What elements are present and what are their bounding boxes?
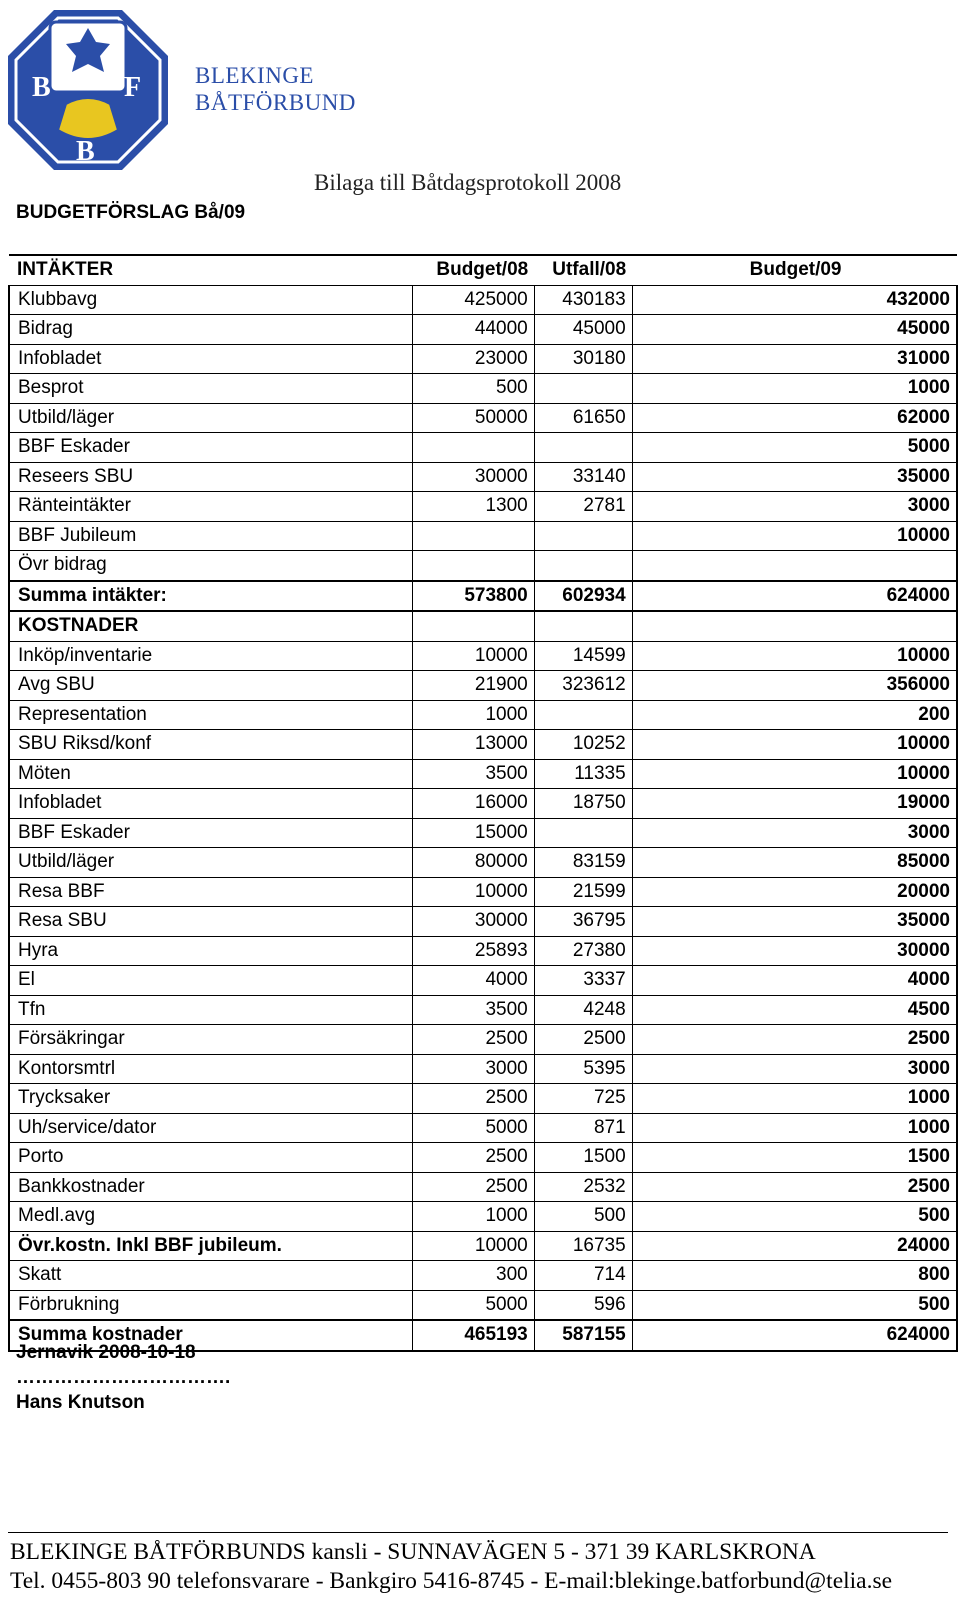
table-row: [9, 433, 957, 463]
cell-b09: 35000: [632, 907, 957, 937]
cell-b08: 2500: [412, 1143, 534, 1173]
cell-b09: [632, 611, 957, 641]
cell-label: KOSTNADER: [9, 611, 412, 641]
cell-label: Summa kostnader: [9, 1320, 412, 1351]
cell-b08: 10000: [412, 877, 534, 907]
cell-b09: 24000: [632, 1231, 957, 1261]
column-header-utfall-08: Utfall/08: [534, 255, 632, 285]
cell-b08: 2500: [412, 1172, 534, 1202]
table-row: [9, 492, 957, 522]
table-row: [9, 403, 957, 433]
cell-u08: [534, 700, 632, 730]
cell-u08: 602934: [534, 581, 632, 612]
cell-label: Resa BBF: [9, 877, 412, 907]
org-name-line1: BLEKINGE: [195, 63, 314, 88]
cell-b09: 31000: [632, 344, 957, 374]
table-row: [9, 818, 957, 848]
cell-label: Utbild/läger: [9, 403, 412, 433]
cell-b09: 4500: [632, 995, 957, 1025]
table-row: [9, 966, 957, 996]
cell-b09: 3000: [632, 1054, 957, 1084]
cell-b09: 432000: [632, 285, 957, 315]
table-row: [9, 344, 957, 374]
cell-b09: 2500: [632, 1025, 957, 1055]
cell-u08: 2781: [534, 492, 632, 522]
table-row: [9, 462, 957, 492]
cell-label: Uh/service/dator: [9, 1113, 412, 1143]
cell-u08: 83159: [534, 848, 632, 878]
table-row: [9, 285, 957, 315]
cell-b08: 3500: [412, 759, 534, 789]
table-row: [9, 759, 957, 789]
column-header-intakter: INTÄKTER: [9, 255, 412, 285]
cell-b09: 4000: [632, 966, 957, 996]
cell-label: Bankkostnader: [9, 1172, 412, 1202]
table-row: [9, 1202, 957, 1232]
cell-u08: 2500: [534, 1025, 632, 1055]
logo-letter-f-right: F: [124, 72, 142, 103]
cell-u08: 5395: [534, 1054, 632, 1084]
table-row: [9, 1172, 957, 1202]
table-row: [9, 1143, 957, 1173]
table-row: [9, 1290, 957, 1320]
cell-label: Infobladet: [9, 344, 412, 374]
footer-address: BLEKINGE BÅTFÖRBUNDS kansli - SUNNAVÄGEN 5 - 371 39 KARLSKRONA: [10, 1539, 816, 1565]
table-row: [9, 315, 957, 345]
cell-u08: 500: [534, 1202, 632, 1232]
cell-u08: 14599: [534, 641, 632, 671]
cell-u08: 430183: [534, 285, 632, 315]
cell-b09: 500: [632, 1202, 957, 1232]
org-name: [195, 62, 356, 116]
table-row: [9, 1113, 957, 1143]
cell-b08: 44000: [412, 315, 534, 345]
cell-u08: [534, 818, 632, 848]
cell-b09: 1500: [632, 1143, 957, 1173]
cell-b08: [412, 611, 534, 641]
table-row: [9, 1231, 957, 1261]
cell-u08: 871: [534, 1113, 632, 1143]
table-row: [9, 1084, 957, 1114]
cell-b08: 4000: [412, 966, 534, 996]
cell-u08: 725: [534, 1084, 632, 1114]
cell-b09: 5000: [632, 433, 957, 463]
table-row: [9, 877, 957, 907]
cell-label: Bidrag: [9, 315, 412, 345]
cell-label: Kontorsmtrl: [9, 1054, 412, 1084]
signature-place-date: Jernavik 2008-10-18: [16, 1342, 196, 1363]
footer: [10, 1538, 892, 1596]
cell-u08: 2532: [534, 1172, 632, 1202]
cell-b08: 2500: [412, 1025, 534, 1055]
cell-label: Övr.kostn. Inkl BBF jubileum.: [9, 1231, 412, 1261]
cell-label: Klubbavg: [9, 285, 412, 315]
cell-u08: 4248: [534, 995, 632, 1025]
cell-u08: 30180: [534, 344, 632, 374]
budget-table: [8, 254, 958, 1352]
document-subtitle: Bilaga till Båtdagsprotokoll 2008: [314, 170, 622, 195]
footer-divider: [8, 1532, 948, 1533]
table-row: [9, 1025, 957, 1055]
cell-label: Reseers SBU: [9, 462, 412, 492]
cell-b09: 85000: [632, 848, 957, 878]
cell-u08: [534, 374, 632, 404]
footer-contact: Tel. 0455-803 90 telefonsvarare - Bankgiro 5416-8745 - E-mail:blekinge.batforbund@telia.se: [10, 1568, 893, 1594]
table-header-row: [9, 255, 957, 285]
cell-b09: 10000: [632, 641, 957, 671]
cell-b08: 30000: [412, 462, 534, 492]
cell-u08: [534, 433, 632, 463]
cell-b09: 10000: [632, 730, 957, 760]
cell-label: Förbrukning: [9, 1290, 412, 1320]
cell-b08: 300: [412, 1261, 534, 1291]
cell-label: Möten: [9, 759, 412, 789]
cell-b08: 25893: [412, 936, 534, 966]
cell-b08: 5000: [412, 1290, 534, 1320]
cell-u08: 1500: [534, 1143, 632, 1173]
cell-b09: 1000: [632, 1084, 957, 1114]
cell-label: Avg SBU: [9, 671, 412, 701]
cell-b08: 3500: [412, 995, 534, 1025]
cell-b08: 21900: [412, 671, 534, 701]
cell-b08: [412, 521, 534, 551]
cell-b08: 50000: [412, 403, 534, 433]
cell-b09: 3000: [632, 492, 957, 522]
cell-b09: [632, 551, 957, 581]
org-name-line2: BÅTFÖRBUND: [195, 90, 356, 115]
cell-b08: 465193: [412, 1320, 534, 1351]
cell-label: Skatt: [9, 1261, 412, 1291]
cell-label: BBF Eskader: [9, 818, 412, 848]
cell-b08: 10000: [412, 641, 534, 671]
table-row: [9, 581, 957, 612]
cell-label: Tfn: [9, 995, 412, 1025]
cell-u08: 596: [534, 1290, 632, 1320]
cell-label: Resa SBU: [9, 907, 412, 937]
table-row: [9, 1261, 957, 1291]
cell-b08: 10000: [412, 1231, 534, 1261]
cell-b09: 200: [632, 700, 957, 730]
cell-b08: [412, 551, 534, 581]
cell-u08: 323612: [534, 671, 632, 701]
cell-label: Summa intäkter:: [9, 581, 412, 612]
cell-b08: 425000: [412, 285, 534, 315]
cell-u08: 714: [534, 1261, 632, 1291]
column-header-budget-08: Budget/08: [412, 255, 534, 285]
cell-b08: 3000: [412, 1054, 534, 1084]
cell-label: Besprot: [9, 374, 412, 404]
cell-u08: 16735: [534, 1231, 632, 1261]
cell-b08: 500: [412, 374, 534, 404]
cell-u08: 33140: [534, 462, 632, 492]
cell-b09: 1000: [632, 1113, 957, 1143]
cell-u08: 587155: [534, 1320, 632, 1351]
cell-label: Representation: [9, 700, 412, 730]
cell-b09: 62000: [632, 403, 957, 433]
signature-block: [16, 1340, 230, 1415]
table-row: [9, 789, 957, 819]
cell-label: Inköp/inventarie: [9, 641, 412, 671]
logo-letter-b-bottom: B: [76, 136, 95, 167]
cell-b09: 19000: [632, 789, 957, 819]
cell-b09: 10000: [632, 521, 957, 551]
cell-label: Infobladet: [9, 789, 412, 819]
cell-label: BBF Jubileum: [9, 521, 412, 551]
table-row: [9, 551, 957, 581]
cell-u08: [534, 521, 632, 551]
cell-label: Utbild/läger: [9, 848, 412, 878]
cell-u08: 36795: [534, 907, 632, 937]
cell-b09: 30000: [632, 936, 957, 966]
cell-label: Trycksaker: [9, 1084, 412, 1114]
table-row: [9, 641, 957, 671]
cell-b08: [412, 433, 534, 463]
table-row: [9, 1054, 957, 1084]
table-row: [9, 907, 957, 937]
signature-name: Hans Knutson: [16, 1392, 145, 1413]
cell-label: Porto: [9, 1143, 412, 1173]
cell-b09: 3000: [632, 818, 957, 848]
cell-u08: 21599: [534, 877, 632, 907]
cell-label: El: [9, 966, 412, 996]
cell-b09: 20000: [632, 877, 957, 907]
cell-b08: 23000: [412, 344, 534, 374]
cell-u08: 10252: [534, 730, 632, 760]
table-row: [9, 995, 957, 1025]
cell-u08: 45000: [534, 315, 632, 345]
table-row: [9, 374, 957, 404]
table-row: [9, 700, 957, 730]
cell-label: BBF Eskader: [9, 433, 412, 463]
cell-b09: 356000: [632, 671, 957, 701]
cell-b09: 500: [632, 1290, 957, 1320]
cell-u08: 3337: [534, 966, 632, 996]
cell-b08: 5000: [412, 1113, 534, 1143]
cell-label: SBU Riksd/konf: [9, 730, 412, 760]
cell-b09: 624000: [632, 581, 957, 612]
cell-u08: 11335: [534, 759, 632, 789]
cell-label: Hyra: [9, 936, 412, 966]
cell-b08: 15000: [412, 818, 534, 848]
cell-b08: 80000: [412, 848, 534, 878]
cell-u08: 27380: [534, 936, 632, 966]
cell-label: Övr bidrag: [9, 551, 412, 581]
cell-label: Medl.avg: [9, 1202, 412, 1232]
signature-dots: …………………………….: [16, 1367, 231, 1388]
cell-b09: 10000: [632, 759, 957, 789]
column-header-budget-09: Budget/09: [632, 255, 957, 285]
cell-b08: 16000: [412, 789, 534, 819]
cell-u08: 18750: [534, 789, 632, 819]
table-row: [9, 521, 957, 551]
logo-letter-b-left: B: [32, 72, 51, 103]
cell-b09: 800: [632, 1261, 957, 1291]
table-row: [9, 936, 957, 966]
table-row: [9, 671, 957, 701]
cell-b08: 1000: [412, 1202, 534, 1232]
cell-b08: 13000: [412, 730, 534, 760]
table-row: [9, 730, 957, 760]
cell-u08: [534, 551, 632, 581]
cell-label: Försäkringar: [9, 1025, 412, 1055]
cell-b08: 1300: [412, 492, 534, 522]
cell-b08: 1000: [412, 700, 534, 730]
cell-u08: [534, 611, 632, 641]
cell-label: Ränteintäkter: [9, 492, 412, 522]
cell-b08: 573800: [412, 581, 534, 612]
cell-b09: 35000: [632, 462, 957, 492]
cell-b09: 624000: [632, 1320, 957, 1351]
document-title: BUDGETFÖRSLAG Bå/09: [16, 202, 246, 223]
blekinge-batforbund-logo: [6, 8, 170, 172]
cell-b09: 2500: [632, 1172, 957, 1202]
cell-b08: 30000: [412, 907, 534, 937]
cell-u08: 61650: [534, 403, 632, 433]
cell-b09: 1000: [632, 374, 957, 404]
cell-b09: 45000: [632, 315, 957, 345]
table-row: [9, 611, 957, 641]
cell-b08: 2500: [412, 1084, 534, 1114]
table-row: [9, 848, 957, 878]
